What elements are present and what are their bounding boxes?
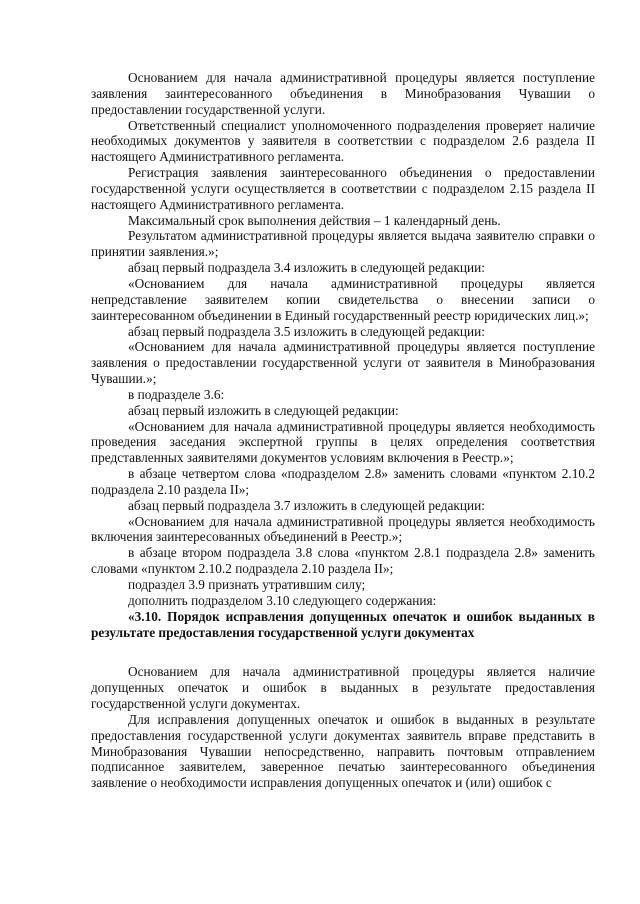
paragraph: «Основанием для начала административной процедуры является необходимость включения заинтересованных объединений в Реестр.»; <box>91 513 595 545</box>
paragraph: «Основанием для начала административной процедуры является необходимость проведения заседания экспертной группы в целях определения соответствия представленных заявителями документов условиям включения в Реестр.»; <box>91 418 595 466</box>
blank-line <box>91 640 595 664</box>
paragraph: абзац первый подраздела 3.5 изложить в следующей редакции: <box>128 323 485 339</box>
paragraph: дополнить подразделом 3.10 следующего содержания: <box>128 592 437 608</box>
paragraph: Для исправления допущенных опечаток и ошибок в выданных в результате предоставления государственной услуги документах заявитель вправе представить в Минобразования Чувашии непосредственно, направить почтовым отправлением подписанное заявителем, заверенное печатью заинтересованного объединения заявление о необходимости исправления допущенных опечаток и (или) ошибок с <box>91 711 595 791</box>
paragraph: абзац первый изложить в следующей редакции: <box>128 402 399 418</box>
paragraph: абзац первый подраздела 3.4 изложить в следующей редакции: <box>128 260 485 276</box>
section-heading: «3.10. Порядок исправления допущенных опечаток и ошибок выданных в результате предоставления государственной услуги документах <box>91 608 595 640</box>
paragraph: Ответственный специалист уполномоченного подразделения проверяет наличие необходимых документов у заявителя в соответствии с подразделом 2.6 раздела II настоящего Административного регламента. <box>91 117 595 165</box>
paragraph: абзац первый подраздела 3.7 изложить в следующей редакции: <box>128 497 485 513</box>
paragraph: Результатом административной процедуры является выдача заявителю справки о принятии заявления.»; <box>91 228 595 260</box>
paragraph: Максимальный срок выполнения действия – 1 календарный день. <box>128 212 501 228</box>
paragraph: в абзаце четвертом слова «подразделом 2.8» заменить словами «пунктом 2.10.2 подраздела 2.10 раздела II»; <box>91 466 595 497</box>
paragraph: в подразделе 3.6: <box>128 386 225 402</box>
paragraph: Регистрация заявления заинтересованного объединения о предоставлении государственной услуги осуществляется в соответствии с подразделом 2.15 раздела II настоящего Административного регламента. <box>91 165 595 212</box>
paragraph: в абзаце втором подраздела 3.8 слова «пунктом 2.8.1 подраздела 2.8» заменить словами «пунктом 2.10.2 подраздела 2.10 раздела II»; <box>91 545 595 577</box>
paragraph: «Основанием для начала административной процедуры является поступление заявления о предоставлении государственной услуги от заявителя в Минобразования Чувашии.»; <box>91 339 595 387</box>
document-body <box>91 70 595 791</box>
paragraph: «Основанием для начала административной процедуры является непредставление заявителем копии свидетельства о внесении записи о заинтересованном объединении в Единый государственный реестр юридических лиц.»; <box>91 275 595 323</box>
paragraph: Основанием для начала административной процедуры является наличие допущенных опечаток и ошибок в выданных в результате предоставления государственной услуги документах. <box>91 664 595 712</box>
paragraph: подраздел 3.9 признать утратившим силу; <box>128 577 366 592</box>
paragraph: Основанием для начала административной процедуры является поступление заявления заинтересованного объединения в Минобразования Чувашии о предоставлении государственной услуги. <box>91 70 595 117</box>
